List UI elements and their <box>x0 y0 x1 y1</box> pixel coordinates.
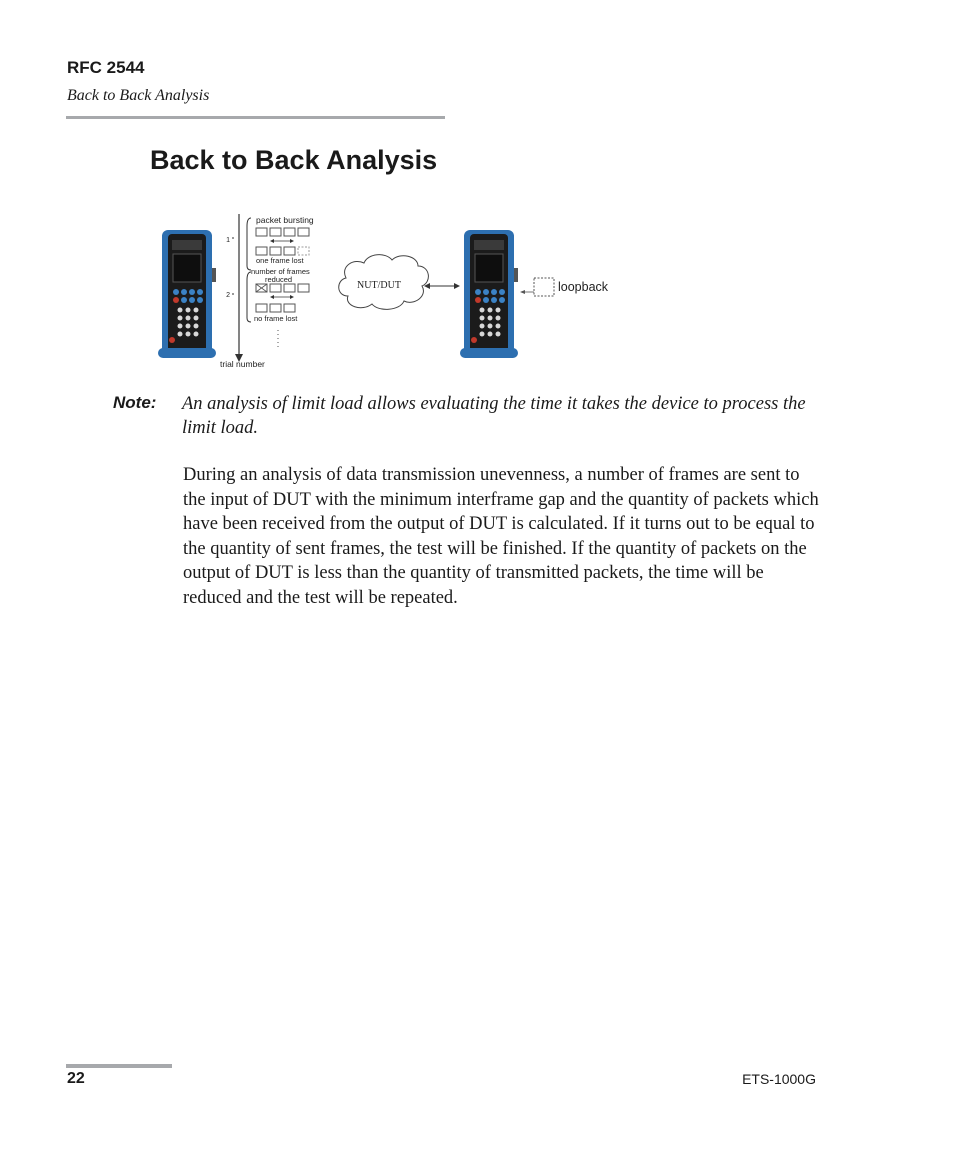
packet-bursting-label: packet bursting <box>256 215 314 225</box>
footer-rule <box>66 1064 172 1068</box>
tester-device-left <box>158 230 216 358</box>
note-label: Note: <box>113 393 157 412</box>
header-section: Back to Back Analysis <box>67 87 210 104</box>
page-title: Back to Back Analysis <box>150 145 438 175</box>
number-of-frames-label: number of frames <box>251 267 310 276</box>
body-paragraph: During an analysis of data transmission unevenness, a number of frames are sent to the input of DUT with the minimum interframe gap and the quantity of packets which have been received from the output of DUT is calculated. If it turns out to be equal to the quantity of sent frames, the test will be finished. If the quantity of packets on the output of DUT is less than the quantity of transmitted packets, the time will be reduced and the test will be repeated. <box>183 465 819 608</box>
page-number: 22 <box>67 1070 85 1087</box>
reduced-label: reduced <box>265 275 293 284</box>
bidirectional-arrow <box>424 283 460 289</box>
product-name: ETS-1000G <box>742 1071 816 1087</box>
note-text: An analysis of limit load allows evaluating the time it takes the device to process the limit load. <box>182 394 806 438</box>
loopback-indicator <box>520 278 609 296</box>
back-to-back-diagram <box>150 208 618 376</box>
step-1-label: 1 <box>226 237 230 244</box>
nut-dut-cloud <box>339 255 429 310</box>
trial-timeline <box>220 214 314 369</box>
header-chapter: RFC 2544 <box>67 58 145 77</box>
header-rule <box>66 116 445 119</box>
trial-number-label: trial number <box>220 359 265 369</box>
one-frame-lost-label: one frame lost <box>256 256 304 265</box>
tester-device-right <box>460 230 518 358</box>
loopback-label: loopback <box>558 280 609 294</box>
nut-dut-label: NUT/DUT <box>357 280 401 291</box>
no-frame-lost-label: no frame lost <box>254 314 298 323</box>
step-2-label: 2 <box>226 292 230 299</box>
